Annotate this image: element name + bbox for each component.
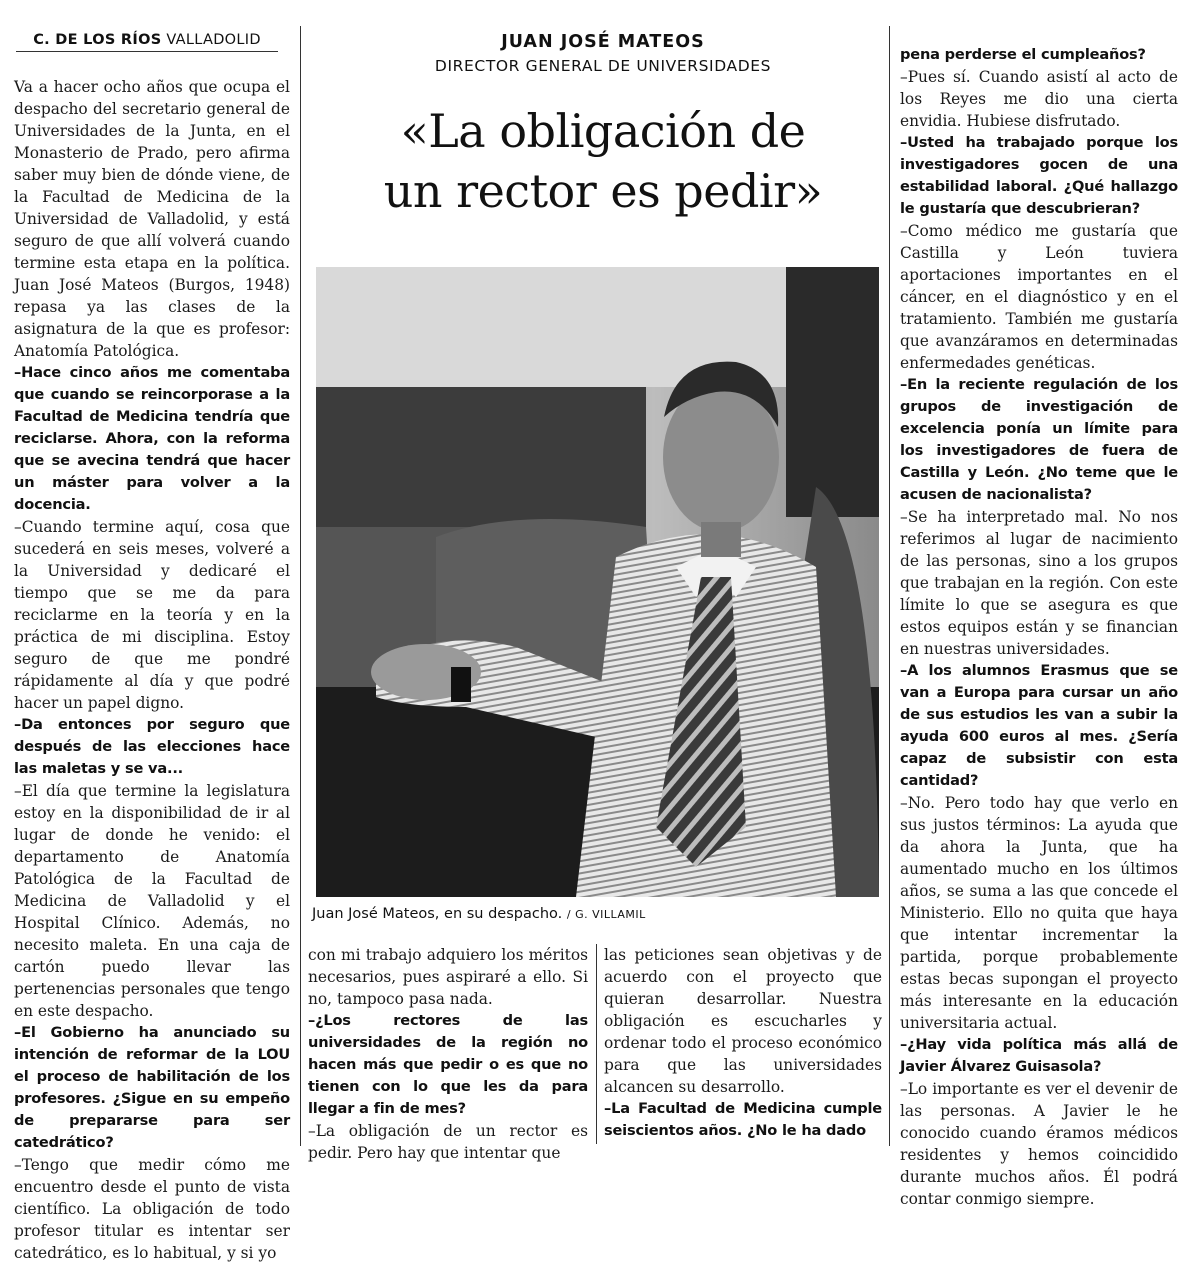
column-2 (308, 944, 588, 1164)
question-9: –¿Hay vida política más allá de Javier Álvarez Guisasola? (900, 1036, 1178, 1075)
headline (308, 101, 898, 221)
answer-1: –Cuando termine aquí, cosa que sucederá en seis meses, volveré a la Universidad y dedicaré el tiempo que se me da para reciclarme en la teoría y en la práctica de mi disciplina. Estoy seguro de que me pondré rápidamente al día y que podré hacer un papel digno. (14, 518, 290, 712)
question-2: –Da entonces por seguro que después de las elecciones hace las maletas y se va... (14, 716, 290, 777)
question-6: –Usted ha trabajado porque los investigadores gocen de una estabilidad laboral. ¿Qué hallazgo le gustaría que descubrieran? (900, 134, 1178, 217)
answer-3-continued: con mi trabajo adquiero los méritos necesarios, pues aspiraré a ello. Si no, tampoco pasa nada. (308, 946, 588, 1008)
answer-8: –No. Pero todo hay que verlo en sus justos términos: La ayuda que da ahora la Junta, que ha aumentado mucho en los últimos años, se suma a las que concede el Ministerio. Ello no quita que haya que intentar incrementar la partida, porque probablemente estas becas supongan el proyecto más interesante en la educación universitaria actual. (900, 794, 1178, 1032)
intro-paragraph: Va a hacer ocho años que ocupa el despacho del secretario general de Universidades de la Junta, en el Monasterio de Prado, pero afirma saber muy bien de dónde viene, de la Facultad de Medicina de la Universidad de Valladolid, y está seguro de que allí volverá cuando termine esta etapa en la política. Juan José Mateos (Burgos, 1948) repasa ya las clases de la asignatura de la que es profesor: Anatomía Patológica. (14, 78, 290, 360)
column-rule-bottom-mid (596, 944, 597, 1144)
answer-7: –Se ha interpretado mal. No nos referimos al lugar de nacimiento de las personas, sino a los grupos que trabajan en la región. Con este límite lo que se asegura es que estos equipos están y se financian en nuestras universidades. (900, 508, 1178, 658)
portrait-illustration (316, 267, 879, 897)
caption-text: Juan José Mateos, en su despacho. (312, 906, 563, 922)
headline-line-1: «La obligación de (400, 104, 806, 158)
column-1 (14, 76, 290, 1264)
question-1: –Hace cinco años me comentaba que cuando se reincorporase a la Facultad de Medicina tendría que reciclarse. Ahora, con la reforma que se avecina tendrá que hacer un máster para volver a la docencia. (14, 364, 290, 513)
answer-2: –El día que termine la legislatura estoy en la disponibilidad de ir al lugar de donde he venido: el departamento de Anatomía Patológica de la Facultad de Medicina de Valladolid y el Hospital Clínico. Además, no necesito maleta. En una caja de cartón puedo llevar las pertenencias personales que tengo en este despacho. (14, 782, 290, 1020)
column-3 (604, 944, 882, 1142)
answer-5: –Pues sí. Cuando asistí al acto de los Reyes me dio una cierta envidia. Hubiese disfrutado. (900, 68, 1178, 130)
answer-4-continued: las peticiones sean objetivas y de acuerdo con el proyecto que quieran desarrollar. Nuestra obligación es escucharles y ordenar todo el proceso económico para que las universidades alcancen su desarrollo. (604, 946, 882, 1096)
photo-caption (312, 906, 892, 922)
byline-place: VALLADOLID (166, 32, 261, 48)
answer-3: –Tengo que medir cómo me encuentro desde el punto de vista científico. La obligación de todo profesor titular es intentar ser catedrático, es lo habitual, y si yo (14, 1156, 290, 1262)
photo-credit: / G. VILLAMIL (566, 908, 646, 921)
question-4: –¿Los rectores de las universidades de la región no hacen más que pedir o es que no tienen con lo que les da para llegar a fin de mes? (308, 1012, 588, 1117)
interviewee-role: DIRECTOR GENERAL DE UNIVERSIDADES (434, 57, 772, 75)
column-4 (900, 44, 1178, 1210)
question-5-continued: pena perderse el cumpleaños? (900, 46, 1146, 63)
interviewee-name: JUAN JOSÉ MATEOS (501, 32, 705, 52)
byline (16, 32, 278, 52)
answer-6: –Como médico me gustaría que Castilla y León tuviera aportaciones importantes en el cáncer, en el diagnóstico y en el tratamiento. También me gustaría que avanzáramos en determinadas enfermedades genéticas. (900, 222, 1178, 372)
answer-9: –Lo importante es ver el devenir de las personas. A Javier le he conocido cuando éramos médicos residentes y hemos coincidido durante muchos años. Él podrá contar conmigo siempre. (900, 1080, 1178, 1208)
headline-line-2: un rector es pedir» (383, 164, 823, 218)
question-8: –A los alumnos Erasmus que se van a Europa para cursar un año de sus estudios les van a subir la ayuda 600 euros al mes. ¿Sería capaz de subsistir con esta cantidad? (900, 662, 1178, 789)
answer-4: –La obligación de un rector es pedir. Pero hay que intentar que (308, 1122, 588, 1162)
question-3: –El Gobierno ha anunciado su intención de reformar de la LOU el proceso de habilitación de los profesores. ¿Sigue en su empeño de prepararse para ser catedrático? (14, 1024, 290, 1151)
question-5: –La Facultad de Medicina cumple seiscientos años. ¿No le ha dado (604, 1100, 882, 1139)
byline-author: C. DE LOS RÍOS (33, 32, 162, 48)
column-rule-left (300, 26, 301, 1146)
question-7: –En la reciente regulación de los grupos de investigación de excelencia ponía un límite para los investigadores de fuera de Castilla y León. ¿No teme que le acusen de nacionalista? (900, 376, 1178, 503)
portrait-photo (316, 267, 879, 897)
